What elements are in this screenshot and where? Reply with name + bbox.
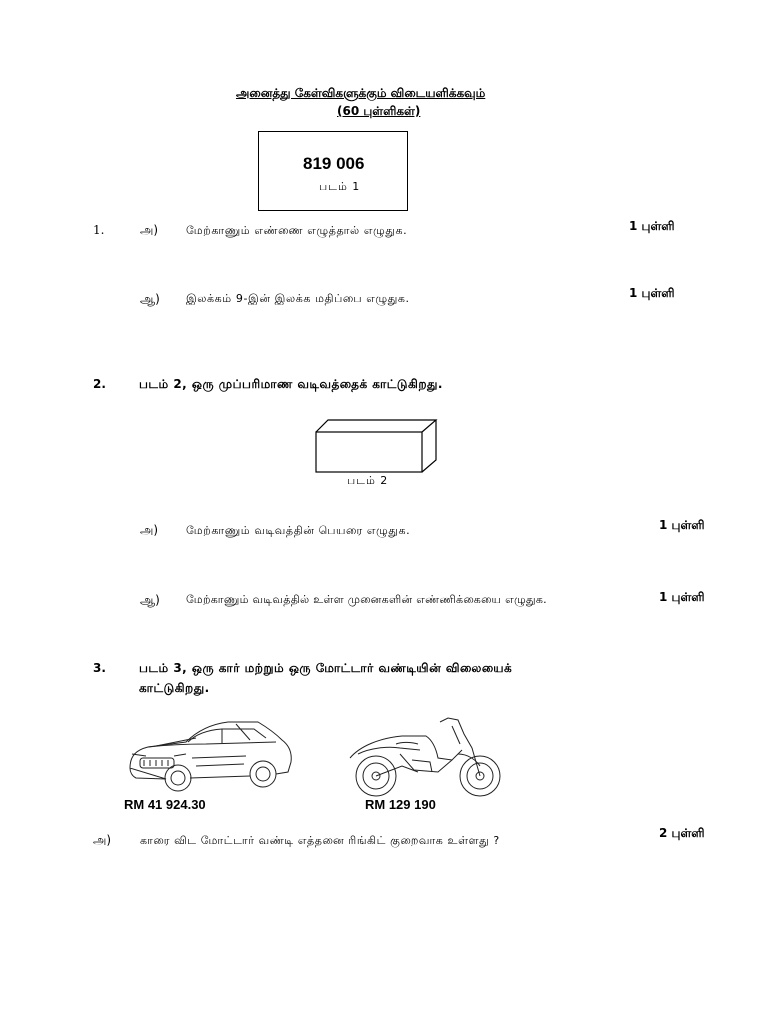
q2b-marker: ஆ)	[140, 593, 160, 607]
q1a-text: மேற்காணும் எண்ணை எழுத்தால் எழுதுக.	[186, 224, 408, 237]
q1b-marks: 1 புள்ளி	[629, 286, 675, 300]
cuboid-top-face	[316, 420, 436, 432]
q1a-marker: அ)	[140, 223, 159, 237]
page-subtitle: (60 புள்ளிகள்)	[337, 104, 421, 118]
q2b-marks: 1 புள்ளி	[659, 590, 705, 604]
q2a-marks: 1 புள்ளி	[659, 518, 705, 532]
q2-number: 2.	[93, 377, 106, 391]
car-image	[126, 716, 296, 798]
q2a-text: மேற்காணும் வடிவத்தின் பெயரை எழுதுக.	[186, 524, 411, 537]
figure-1-number: 819 006	[303, 154, 365, 173]
figure-1-caption: படம் 1	[319, 180, 361, 193]
page-title: அனைத்து கேள்விகளுக்கும் விடையளிக்கவும்	[236, 86, 486, 100]
q2-text: படம் 2, ஒரு முப்பரிமாண வடிவத்தைக் காட்டுகிறது.	[139, 377, 443, 391]
q1a-marks: 1 புள்ளி	[629, 219, 675, 233]
q3-text-line2: காட்டுகிறது.	[139, 681, 210, 695]
q1b-marker: ஆ)	[140, 292, 160, 306]
q2a-marker: அ)	[140, 523, 159, 537]
motorcycle-price: RM 129 190	[365, 797, 436, 812]
figure-2-caption: படம் 2	[347, 474, 389, 487]
q3a-text: காரை விட மோட்டார் வண்டி எத்தனை ரிங்கிட் குறைவாக உள்ளது ?	[140, 834, 500, 847]
figure-1-box	[258, 131, 408, 211]
cuboid-figure	[310, 418, 442, 474]
q3-text-line1: படம் 3, ஒரு கார் மற்றும் ஒரு மோட்டார் வண்டியின் விலையைக்	[139, 661, 513, 675]
q2b-text: மேற்காணும் வடிவத்தில் உள்ள முனைகளின் எண்ணிக்கையை எழுதுக.	[186, 593, 547, 606]
q3a-marks: 2 புள்ளி	[659, 826, 705, 840]
q1b-text: இலக்கம் 9-இன் இலக்க மதிப்பை எழுதுக.	[186, 292, 410, 305]
q3a-marker: அ)	[93, 833, 112, 847]
cuboid-side-face	[422, 420, 436, 472]
car-price: RM 41 924.30	[124, 797, 206, 812]
cuboid-front-face	[316, 432, 422, 472]
q1-number: 1.	[93, 223, 105, 237]
q3-number: 3.	[93, 661, 106, 675]
motorcycle-image	[340, 714, 506, 798]
